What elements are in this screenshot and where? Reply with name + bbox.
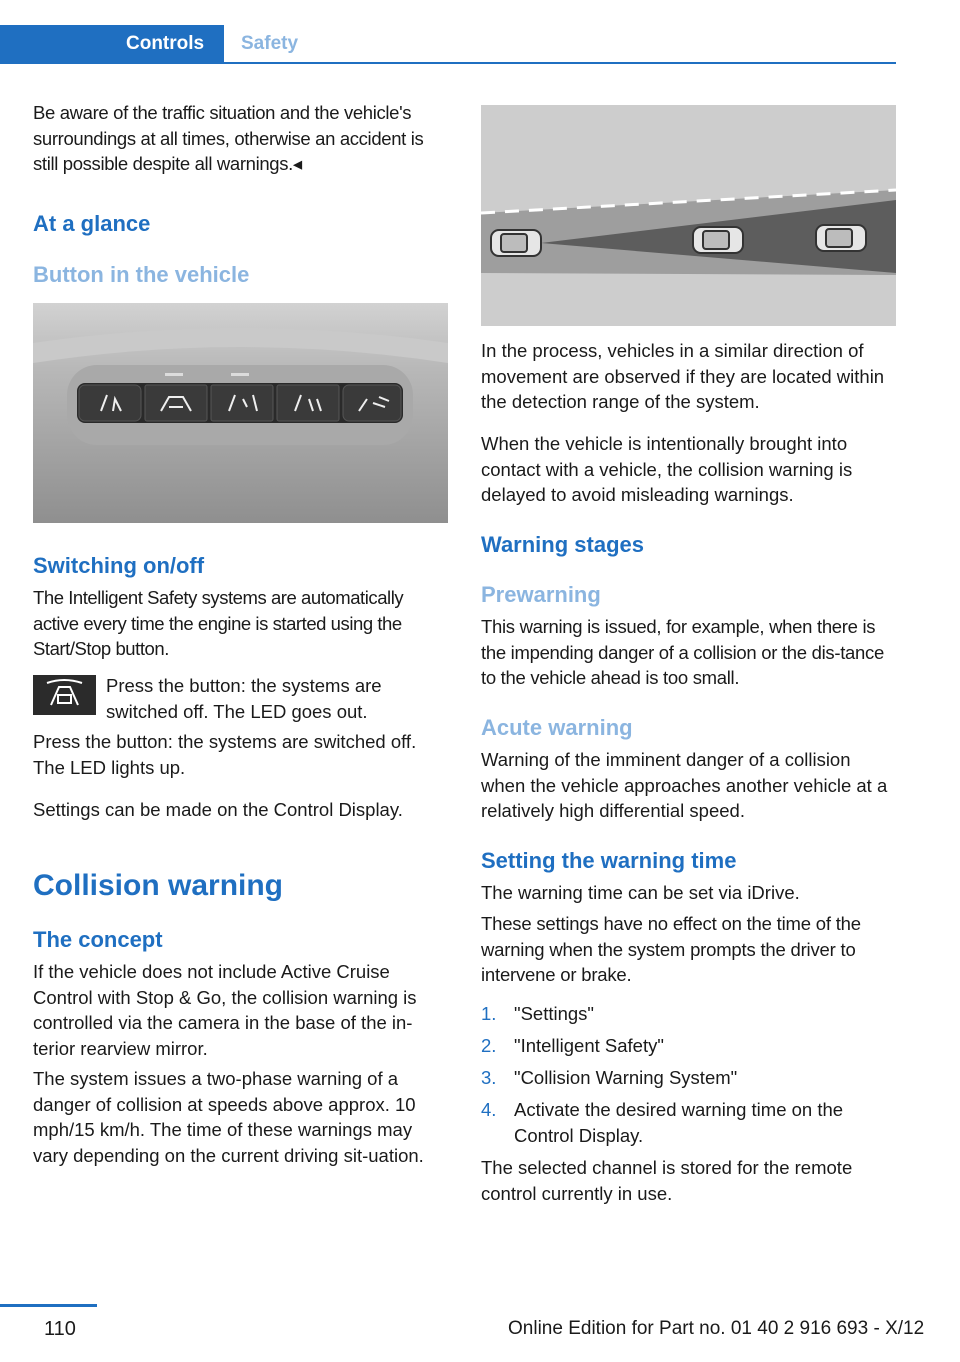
- list-number: 3.: [481, 1067, 497, 1088]
- list-item: [481, 1033, 899, 1059]
- tab-controls[interactable]: Controls: [0, 25, 224, 62]
- channel-text: The selected channel is stored for the remote control currently in use.: [481, 1157, 853, 1204]
- heading-collision-warning: Collision warning: [33, 869, 284, 902]
- heading-acute-warning: Acute warning: [481, 715, 633, 740]
- button-panel-illustration: [33, 303, 448, 523]
- switching-text: The Intelligent Safety systems are automatically active every time the engine is started using the Start/Stop button.: [33, 587, 404, 659]
- list-number: 2.: [481, 1035, 497, 1056]
- list-text: "Collision Warning System": [514, 1067, 738, 1088]
- heading-the-concept: The concept: [33, 927, 163, 952]
- list-item: [481, 1097, 899, 1149]
- prewarning-text: This warning is issued, for example, when there is the impending danger of a collision or the dis-tance to the vehicle ahead is too small.: [481, 616, 884, 688]
- button-panel-photo: [33, 303, 448, 523]
- acute-text: Warning of the imminent danger of a collision when the vehicle approaches another vehicle at a relatively high differential speed.: [481, 749, 888, 821]
- tab-safety[interactable]: Safety: [241, 33, 299, 54]
- process-text: In the process, vehicles in a similar direction of movement are observed if they are located within the detection range of the system.: [481, 340, 885, 412]
- heading-setting-warning-time: Setting the warning time: [481, 848, 737, 873]
- setting-text-2: These settings have no effect on the time of the warning when the system prompts the driver to intervene or brake.: [481, 913, 861, 985]
- own-vehicle: [491, 230, 541, 256]
- heading-switching: Switching on/off: [33, 553, 205, 578]
- page-number: 110: [44, 1318, 76, 1340]
- list-number: 1.: [481, 1003, 497, 1024]
- press-off-text: Press the button: the systems are switched off. The LED goes out.: [106, 675, 382, 722]
- setting-text-1: The warning time can be set via iDrive.: [481, 882, 800, 903]
- list-number: 4.: [481, 1099, 497, 1120]
- heading-at-a-glance: At a glance: [33, 211, 151, 236]
- contact-text: When the vehicle is intentionally brought into contact with a vehicle, the collision warning is delayed to avoid misleading warnings.: [481, 433, 853, 505]
- list-item: [481, 1001, 899, 1027]
- footer-rule: [0, 1304, 97, 1307]
- settings-note: Settings can be made on the Control Display.: [33, 799, 403, 820]
- list-text: "Intelligent Safety": [514, 1035, 664, 1056]
- press-on-text: Press the button: the systems are switched off. The LED lights up.: [33, 731, 417, 778]
- button-icon-image: [33, 675, 96, 715]
- concept-text: If the vehicle does not include Active Cruise Control with Stop & Go, the collision warning is controlled via the camera in the base of the in-terior rearview mirror.: [33, 961, 417, 1059]
- heading-prewarning: Prewarning: [481, 582, 601, 607]
- list-text: "Settings": [514, 1003, 594, 1024]
- list-item: [481, 1065, 899, 1091]
- heading-warning-stages: Warning stages: [481, 532, 644, 557]
- list-text: Activate the desired warning time on the Control Display.: [514, 1099, 844, 1146]
- road-detection-diagram: [481, 105, 896, 326]
- heading-button-in-vehicle: Button in the vehicle: [33, 262, 250, 287]
- car-warning-icon: [33, 675, 96, 715]
- detection-range-illustration: [481, 105, 896, 326]
- edition-line: Online Edition for Part no. 01 40 2 916 693 - X/12: [508, 1318, 925, 1339]
- header-tabs: [0, 25, 896, 64]
- intro-warning: Be aware of the traffic situation and the vehicle's surroundings at all times, otherwise an accident is still possible despite all warnings.◂: [33, 102, 424, 174]
- two-phase-text: The system issues a two-phase warning of a danger of collision at speeds above approx. 10 mph/15 km/h. The time of these warnings may vary depending on the current driving sit-uation.: [33, 1068, 424, 1166]
